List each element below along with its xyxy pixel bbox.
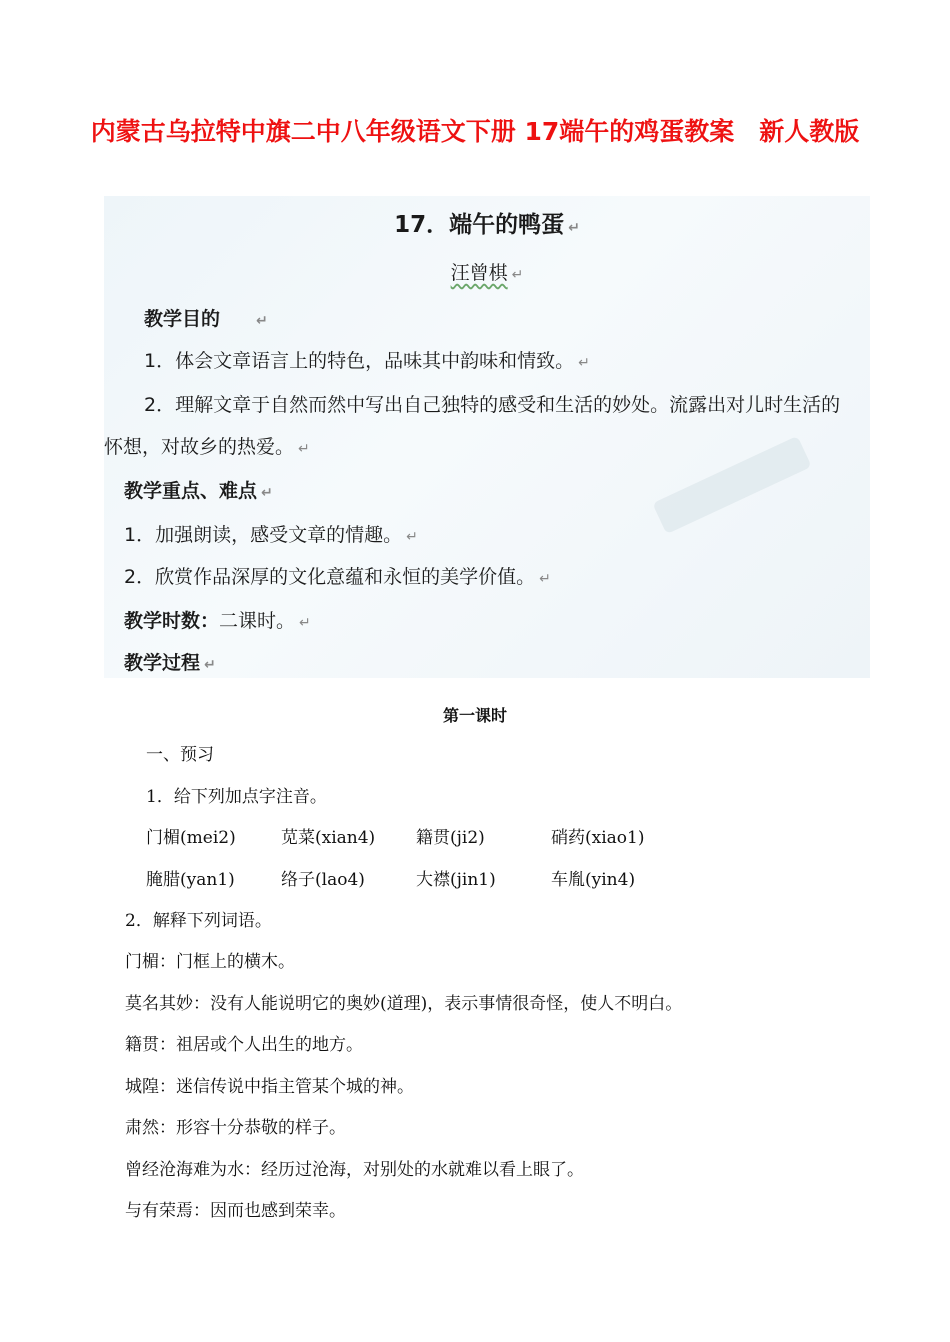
teaching-hours [124,606,311,633]
author-name: 汪曾棋 [450,262,508,284]
paragraph-mark: ↵ [298,441,310,457]
key-1-text: 1．加强朗读，感受文章的情趣。 [124,524,403,546]
lesson-heading: 第一课时 [442,706,507,725]
paragraph-mark: ↵ [261,485,273,501]
definition-item: 莫名其妙：没有人能说明它的奥妙(道理)，表示事情很奇怪，使人不明白。 [125,994,683,1014]
definition-item: 曾经沧海难为水：经历过沧海，对别处的水就难以看上眼了。 [125,1160,584,1180]
paragraph-mark: ↵ [578,355,590,371]
key-point-2 [124,562,551,589]
goals-heading [144,304,268,331]
goal-item-1 [144,346,590,373]
paragraph-mark: ↵ [539,571,551,587]
pinyin-item: 门楣(mei2) [146,828,236,848]
pinyin-row-2 [146,865,686,890]
watermark-logo [652,436,811,534]
pinyin-item: 大襟(jin1) [416,870,496,890]
document-title: 内蒙古乌拉特中旗二中八年级语文下册 17端午的鸡蛋教案 新人教版 [90,117,860,146]
definition-item: 肃然：形容十分恭敬的样子。 [125,1118,346,1138]
definition-item: 籍贯：祖居或个人出生的地方。 [125,1035,363,1055]
pinyin-item: 腌腊(yan1) [146,870,235,890]
definition-item: 与有荣焉：因而也感到荣幸。 [125,1201,346,1221]
paragraph-mark: ↵ [256,313,268,329]
key-2-text: 2．欣赏作品深厚的文化意蕴和永恒的美学价值。 [124,566,536,588]
hours-value: 二课时。 [219,610,296,632]
scanned-textbook-image [104,196,870,678]
key-point-1 [124,520,418,547]
goal-item-2: 2．理解文章于自然而然中写出自己独特的感受和生活的妙处。流露出对儿时生活的 [144,394,841,416]
lesson-title-text: 17．端午的鸭蛋 [394,212,565,238]
pinyin-item: 车胤(yin4) [551,870,636,890]
definition-item: 门楣：门框上的横木。 [125,952,295,972]
section-preview: 一、预习 [146,745,214,765]
key-heading-text: 教学重点、难点 [124,480,258,502]
pinyin-row-1 [146,823,686,848]
goal-2-continued-text: 怀想，对故乡的热爱。 [104,436,295,458]
paragraph-mark: ↵ [511,267,524,283]
paragraph-mark: ↵ [568,220,580,236]
author-line [104,258,870,285]
goal-item-2-continued [104,432,310,459]
pinyin-item: 硝药(xiao1) [551,828,645,848]
pinyin-item: 苋菜(xian4) [281,828,376,848]
pinyin-item: 籍贯(ji2) [416,828,485,848]
process-heading [124,648,216,675]
task-2: 2．解释下列词语。 [125,911,272,931]
pinyin-item: 络子(lao4) [281,870,365,890]
goals-heading-text: 教学目的 [144,308,221,330]
key-points-heading [124,476,273,503]
process-heading-text: 教学过程 [124,652,201,674]
hours-label: 教学时数： [124,610,220,632]
lesson-title [104,206,870,239]
task-1: 1．给下列加点字注音。 [146,787,327,807]
paragraph-mark: ↵ [204,657,216,673]
goal-1-text: 1．体会文章语言上的特色，品味其中韵味和情致。 [144,350,575,372]
paragraph-mark: ↵ [406,529,418,545]
definition-item: 城隍：迷信传说中指主管某个城的神。 [125,1077,414,1097]
paragraph-mark: ↵ [299,615,311,631]
